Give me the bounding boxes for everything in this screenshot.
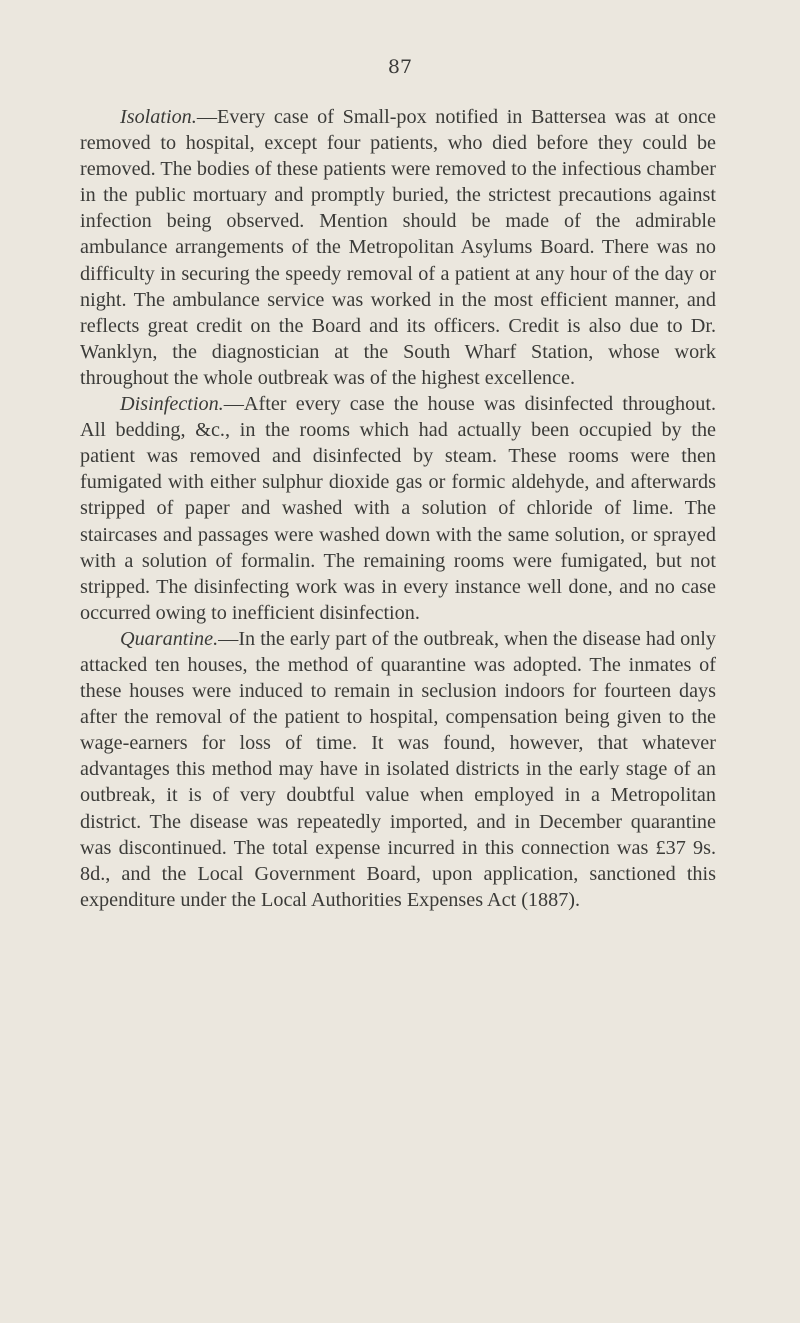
paragraph-text: —After every case the house was disinfected throughout. All bedding, &c., in the rooms which had actually been occupied by the patient was removed and disinfected by steam. These rooms were then fumigated with either sulphur dioxide gas or formic aldehyde, and afterwards stripped of paper and washed with a solution of chloride of lime. The staircases and passages were washed down with the same solution, or sprayed with a solution of formalin. The remaining rooms were fumigated, but not stripped. The disinfecting work was in every instance well done, and no case occurred owing to inefficient disinfection.	[80, 393, 716, 624]
paragraph-heading: Disinfection.	[120, 393, 224, 416]
paragraph-heading: Isolation.	[120, 106, 197, 128]
page-number: 87	[387, 56, 413, 78]
body-text	[80, 104, 716, 913]
paragraph-isolation	[80, 104, 716, 391]
paragraph-disinfection	[80, 391, 716, 626]
paragraph-text: —Every case of Small-pox notified in Battersea was at once removed to hospital, except four patients, who died before they could be removed. The bodies of these patients were removed to the infectious chamber in the public mortuary and promptly buried, the strictest precautions against infection being observed. Mention should be made of the admirable ambulance arrangements of the Metropolitan Asylums Board. There was no difficulty in securing the speedy removal of a patient at any hour of the day or night. The ambulance service was worked in the most efficient manner, and reflects great credit on the Board and its officers. Credit is also due to Dr. Wanklyn, the diagnostician at the South Wharf Station, whose work throughout the whole outbreak was of the highest excellence.	[80, 106, 716, 389]
paragraph-heading: Quarantine.	[120, 627, 219, 650]
paragraph-text: —In the early part of the outbreak, when the disease had only attacked ten houses, the method of quarantine was adopted. The inmates of these houses were induced to remain in seclusion indoors for fourteen days after the removal of the patient to hospital, compensation being given to the wage-earners for loss of time. It was found, however, that whatever advantages this method may have in isolated districts in the early stage of an outbreak, it is of very doubtful value when employed in a Metropolitan district. The disease was repeatedly imported, and in December quarantine was discontinued. The total expense incurred in this connection was £37 9s. 8d., and the Local Government Board, upon application, sanctioned this expenditure under the Local Authorities Expenses Act (1887).	[80, 627, 716, 911]
paragraph-quarantine	[80, 626, 716, 913]
